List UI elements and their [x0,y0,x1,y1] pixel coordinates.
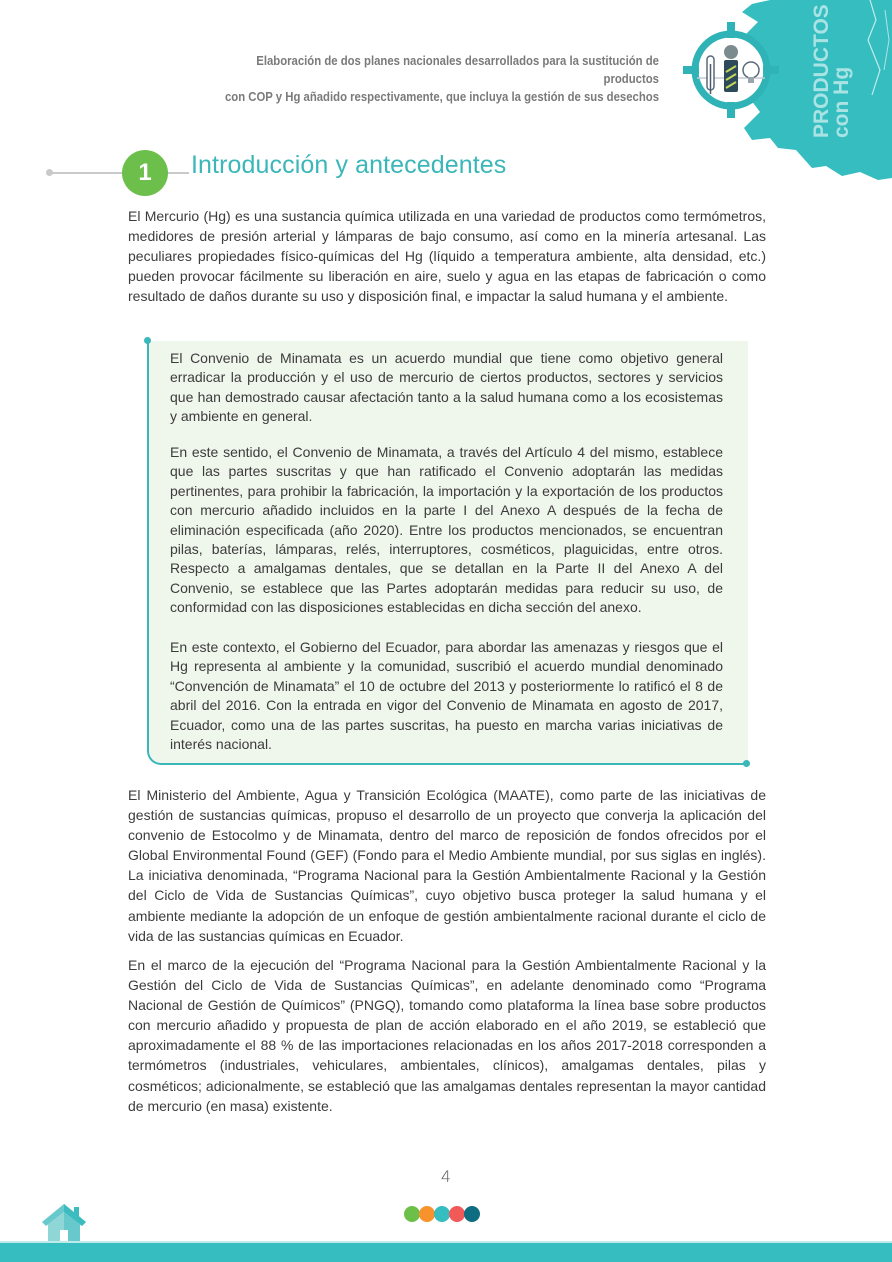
footer-bar [0,1243,892,1262]
badge-title-line-1: PRODUCTOS [810,4,833,138]
body-paragraph-3: En el marco de la ejecución del “Programa Nacional para la Gestión Ambientalmente Racional y la Gestión del Ciclo de Vida de Sustancias Químicas”, en adelante denominado como “Programa Nacional de Gestión de Químicos” (PNGQ), tomando como plataforma la línea base sobre productos con mercurio añadido y propuesta de plan de acción elaborado en el año 2019, se estableció que aproximadamente el 88 % de las importaciones relacionadas en los años 2017-2018 corresponden a termómetros (industriales, vehiculares, ambientales, clínicos), amalgamas dentales, pilas y cosméticos; adicionalmente, se estableció que las amalgamas dentales representan la mayor cantidad de mercurio (en masa) existente. [128,957,766,1114]
section-number-badge: 1 [122,150,168,196]
footer-dot-green [404,1206,420,1222]
callout-border-dot-top [144,337,151,344]
home-icon[interactable] [40,1204,88,1244]
header-title-line-1: Elaboración de dos planes nacionales desarrollados para la sustitución de productos [256,53,659,86]
footer-dot-orange [419,1206,435,1222]
callout-border-dot-bottom [743,760,750,767]
footer-dot-dark-teal [464,1206,480,1222]
body-paragraph-1: El Mercurio (Hg) es una sustancia química utilizada en una variedad de productos como termómetros, medidores de presión arterial y lámparas de bajo consumo, así como en la minería artesanal. Las peculiares propiedades físico-químicas del Hg (líquido a temperatura ambiente, alta densidad, etc.) pueden provocar fácilmente su liberación en aire, suelo y agua en las etapas de fabricación o como resultado de daños durante su uso y disposición final, e impactar la salud humana y el ambiente. [128,208,766,305]
body-paragraph-2: El Ministerio del Ambiente, Agua y Transición Ecológica (MAATE), como parte de las iniciativas de gestión de sustancias químicas, propuso el desarrollo de un proyecto que converja la aplicación del convenio de Estocolmo y de Minamata, dentro del marco de reposición de fondos ofrecidos por el Global Environmental Found (GEF) (Fondo para el Medio Ambiente mundial, por sus siglas en inglés). La iniciativa denominada, “Programa Nacional para la Gestión Ambientalmente Racional y la Gestión del Ciclo de Vida de Sustancias Químicas”, cuyo objetivo busca proteger la salud humana y el ambiente mediante la adopción de un enfoque de gestión ambientalmente racional durante el ciclo de vida de las sustancias químicas en Ecuador. [128,787,766,944]
page-number: 4 [440,1167,452,1186]
footer-dot-teal [434,1206,450,1222]
document-header-title [212,52,659,106]
footer-dot-red [449,1206,465,1222]
section-title: Introducción y antecedentes [191,151,507,179]
callout-paragraph-2: En este sentido, el Convenio de Minamata, a través del Artículo 4 del mismo, establece que las partes suscritas y que han ratificado el Convenio adoptarán las medidas pertinentes, para prohibir la fabricación, la importación y la exportación de los productos con mercurio añadido incluidos en la parte I del Anexo A después de la fecha de eliminación especificada (año 2020). Entre los productos mencionados, se encuentran pilas, baterías, lámparas, relés, interruptores, cosméticos, plaguicidas, entre otros. Respecto a amalgamas dentales, que se detallan en la Parte II del Anexo A del Convenio, se establece que las Partes adoptarán medidas para reducir su uso, de conformidad con las disposiciones establecidas en dicha sección del anexo. [170,444,723,616]
callout-paragraph-3: En este contexto, el Gobierno del Ecuador, para abordar las amenazas y riesgos que el Hg representa al ambiente y la comunidad, suscribió el acuerdo mundial denominado “Convención de Minamata” el 10 de octubre del 2013 y posteriormente lo ratificó el 8 de abril del 2016. Con la entrada en vigor del Convenio de Minamata en agosto de 2017, Ecuador, como una de las partes suscritas, ha puesto en marcha varias iniciativas de interés nacional. [170,639,723,753]
footer-color-dots [404,1206,479,1222]
products-with-mercury-icon [683,22,779,118]
badge-vertical-title [812,4,852,138]
section-divider-line [49,172,189,174]
header-title-line-2: con COP y Hg añadido respectivamente, que incluya la gestión de sus desechos [224,89,659,104]
badge-title-line-2: con Hg [830,66,853,138]
callout-paragraph-1: El Convenio de Minamata es un acuerdo mundial que tiene como objetivo general erradicar la producción y el uso de mercurio de ciertos productos, sectores y servicios que han demostrado causar afectación tanto a la salud humana como a los ecosistemas y ambiente en general. [170,350,723,425]
